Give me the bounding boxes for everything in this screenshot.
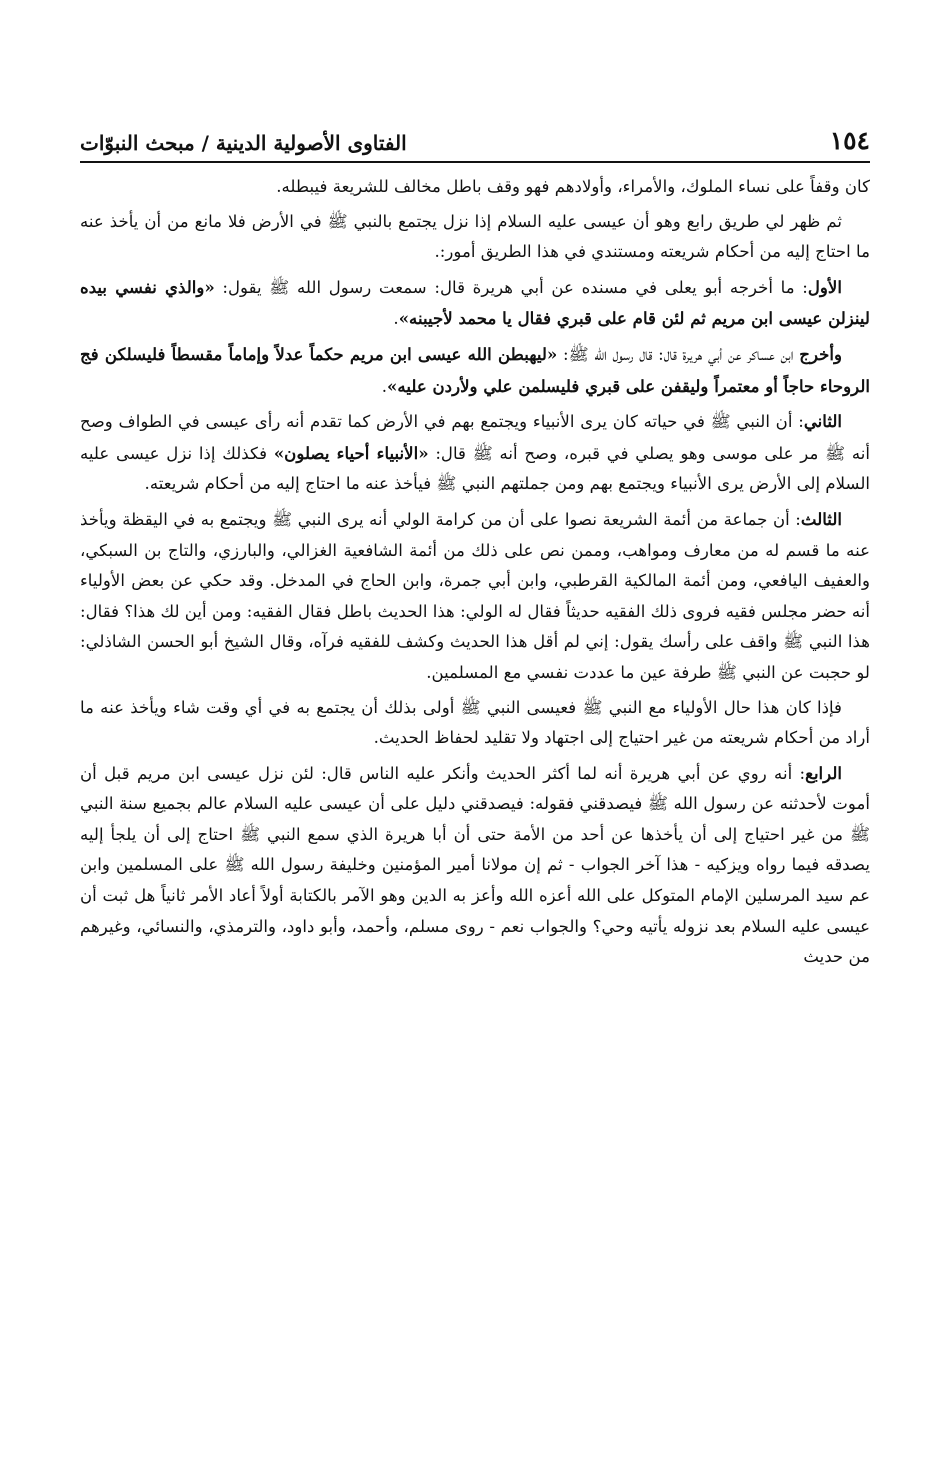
hadith-quote: «والذي نفسي بيده لينزلن عيسى ابن مريم ثم لئن قام على قبري فقال يا محمد لأجيبنه» bbox=[80, 276, 870, 329]
text-segment: : أنه روي عن أبي هريرة أنه لما أكثر الحديث وأنكر عليه الناس قال: لئن نزل عيسى ابن مريم قبل أن أموت لأحدثنه عن رسول الله ﷺ فيصدقني فقوله: فيصدقني دليل على أن عيسى عليه السلام عالم بجميع سنة النبي ﷺ من غير احتياج إلى أن يأخذها عن أحد من الأمة حتى أن أبا هريرة الذي سمع النبي ﷺ احتاج إلى أن يلجأ إليه يصدقه فيما رواه ويزكيه - هذا آخر الجواب - ثم إن مولانا أمير المؤمنين وخليفة رسول الله ﷺ على المسلمين وابن عم سيد المرسلين الإمام المتوكل على الله أعزه الله وأعز به الدين وهو الآمر بالكتابة أولاً أعاد الأمر ثانياً هل ثبت أن عيسى عليه السلام بعد نزوله يأتيه وحي؟ والجواب نعم - روى مسلم، وأحمد، وأبو داود، والترمذي، والنسائي، وغيرهم من حديث bbox=[80, 763, 870, 967]
paragraph-7 bbox=[80, 693, 870, 754]
paragraph-5 bbox=[80, 406, 870, 500]
text-segment: ثم ظهر لي طريق رابع وهو أن عيسى عليه السلام إذا نزل يجتمع بالنبي ﷺ في الأرض فلا مانع من أن يأخذ عنه ما احتاج إليه من أحكام شريعته ومستندي في هذا الطريق أمور:. bbox=[80, 211, 870, 262]
text-segment: ابن عساكر عن أبي هريرة قال: قال رسول الله ﷺ: bbox=[557, 344, 800, 364]
text-segment: . bbox=[393, 309, 399, 329]
paragraph-3 bbox=[80, 272, 870, 335]
text-segment: : أن جماعة من أئمة الشريعة نصوا على أن من كرامة الولي أنه يرى النبي ﷺ ويجتمع به في اليقظة ويأخذ عنه ما قسم له من معارف ومواهب، وممن نص على ذلك من أئمة الشافعية الغزالي، والبارزي، والتاج بن السبكي، والعفيف اليافعي، ومن أئمة المالكية القرطبي، وابن أبي جمرة، وابن الحاج في المدخل. وقد حكي عن بعض الأولياء أنه حضر مجلس فقيه فروى ذلك الفقيه حديثاً فقال له الولي: هذا الحديث باطل فقال الفقيه: ومن أين لك هذا؟ فقال: هذا النبي ﷺ واقف على رأسك يقول: إني لم أقل هذا الحديث وكشف للفقيه فرآه، وقال الشيخ أبو الحسن الشاذلي: لو حجبت عن النبي ﷺ طرفة عين ما عددت نفسي مع المسلمين. bbox=[80, 509, 870, 682]
paragraph-1 bbox=[80, 172, 870, 203]
section-heading: الثاني bbox=[803, 411, 842, 432]
paragraph-6 bbox=[80, 504, 870, 689]
text-segment: فإذا كان هذا حال الأولياء مع النبي ﷺ فعيسى النبي ﷺ أولى بذلك أن يجتمع به في أي وقت شاء ويأخذ عنه ما أراد من أحكام شريعته من غير احتياج إلى اجتهاد ولا تقليد لحفاظ الحديث. bbox=[80, 697, 870, 748]
text-segment: . bbox=[381, 376, 388, 396]
page-header bbox=[80, 115, 870, 163]
text-segment: فكذلك إذا نزل عيسى عليه السلام إلى الأرض يرى الأنبياء ويجتمع بهم ومن جملتهم النبي ﷺ فيأخذ عنه ما احتاج إليه من أحكام شريعته. bbox=[80, 443, 870, 494]
page-body bbox=[80, 172, 870, 977]
section-heading: الرابع bbox=[805, 762, 842, 783]
text-segment: : أن النبي ﷺ في حياته كان يرى الأنبياء ويجتمع بهم في الأرض كما تقدم أنه رأى عيسى في الطواف وصح أنه ﷺ مر على موسى وهو يصلي في قبره، وصح أنه ﷺ قال: bbox=[80, 412, 870, 463]
paragraph-4 bbox=[80, 339, 870, 402]
page-number: ١٥٤ bbox=[829, 126, 870, 155]
text-segment: : ما أخرجه أبو يعلى في مسنده عن أبي هريرة قال: سمعت رسول الله ﷺ يقول: bbox=[214, 277, 808, 297]
running-title: الفتاوى الأصولية الدينية / مبحث النبوّات bbox=[80, 131, 407, 155]
paragraph-8 bbox=[80, 758, 870, 973]
section-heading: الثالث bbox=[800, 508, 842, 529]
paragraph-2 bbox=[80, 207, 870, 268]
section-heading: الأول bbox=[807, 276, 843, 297]
hadith-quote: «الأنبياء أحياء يصلون» bbox=[273, 442, 429, 463]
section-heading: وأخرج bbox=[799, 343, 843, 364]
text-segment: كان وقفاً على نساء الملوك، والأمراء، وأولادهم فهو وقف باطل مخالف للشريعة فيبطله. bbox=[276, 177, 870, 196]
hadith-quote: «ليهبطن الله عيسى ابن مريم حكماً عدلاً وإماماً مقسطاً فليسلكن فج الروحاء حاجاً أو معتمراً وليقفن على قبري فليسلمن علي ولأردن عليه» bbox=[80, 343, 870, 396]
